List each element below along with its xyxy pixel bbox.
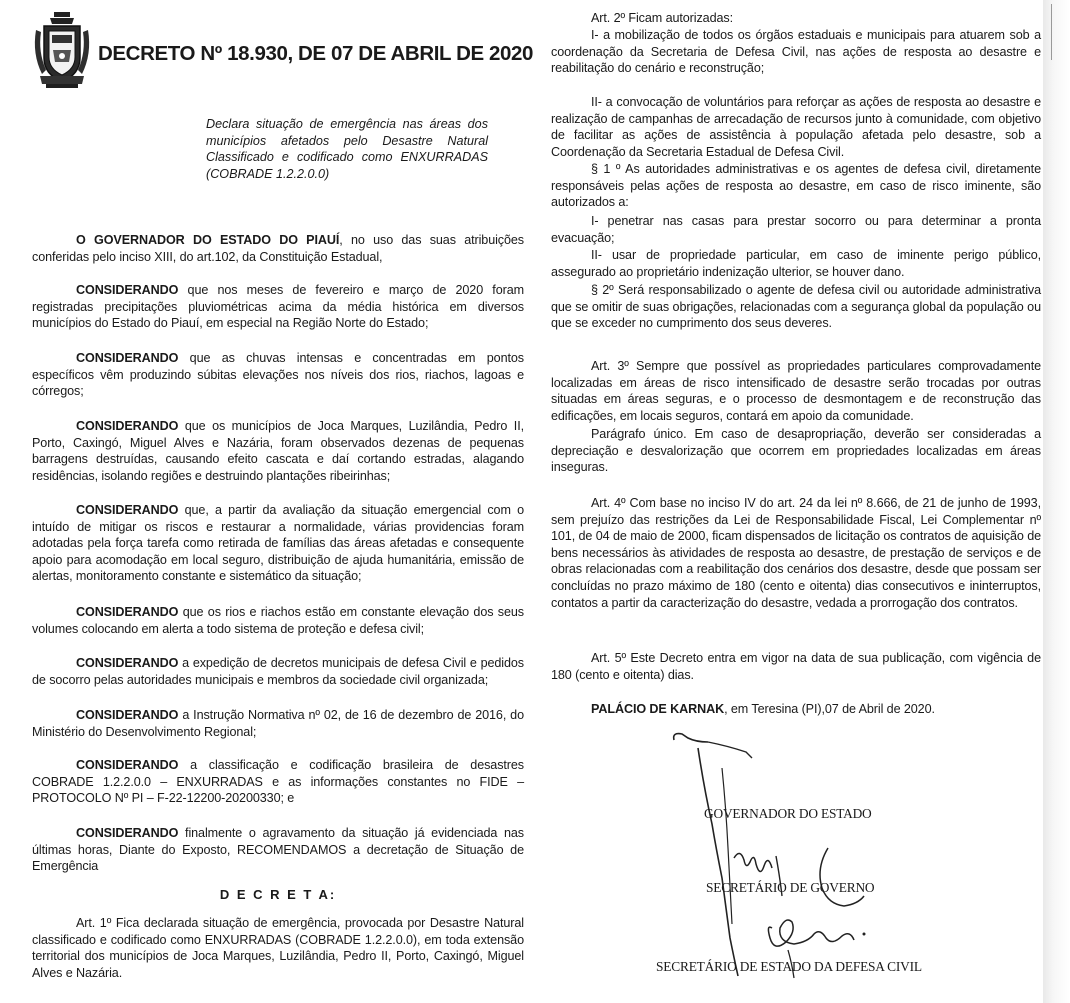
article-3-sole-paragraph: Parágrafo único. Em caso de desapropriação, deverão ser consideradas a depreciação e desvalorização que ocorrem em propriedades localizadas em áreas inseguras. [551, 427, 1041, 475]
considerando-text: que as chuvas intensas e concentradas em pontos específicos vêm produzindo súbitas elevações nos níveis dos rios, riachos, lagoas e córregos; [32, 351, 524, 399]
considerando-3 [32, 418, 524, 484]
decree-title: DECRETO Nº 18.930, DE 07 DE ABRIL DE 2020 [98, 42, 534, 65]
considerando-label: CONSIDERANDO [76, 503, 179, 517]
considerando-text: a classificação e codificação brasileira de desastres COBRADE 1.2.2.0.0 – ENXURRADAS e as informações constantes no FIDE – PROTOCOLO Nº PI – F-22-12200-20200330; e [32, 758, 524, 806]
considerando-7 [32, 707, 524, 740]
considerando-label: CONSIDERANDO [76, 826, 179, 840]
preamble [32, 232, 524, 265]
considerando-text: que os rios e riachos estão em constante elevação dos seus volumes colocando em alerta a todo sistema de proteção e defesa civil; [32, 605, 524, 636]
closing-bold: PALÁCIO DE KARNAK [591, 702, 725, 716]
considerando-text: que os municípios de Joca Marques, Luzilândia, Pedro II, Porto, Caxingó, Miguel Alves e Nazária, foram observados dezenas de pequenas barragens destruídas, causando efeito cascata e daí cortando estradas, alagando residências, isolando regiões e destruindo plantações ribeirinhas; [32, 419, 524, 483]
article-5: Art. 5º Este Decreto entra em vigor na data de sua publicação, com vigência de 180 (cento e oitenta) dias. [551, 651, 1041, 682]
article-2-heading: Art. 2º Ficam autorizadas: [591, 11, 733, 25]
closing-place-date [551, 701, 1041, 718]
considerando-text: a expedição de decretos municipais de defesa Civil e pedidos de socorro pelas autoridades municipais e membros da sociedade civil organizada; [32, 656, 524, 687]
preamble-bold: O GOVERNADOR DO ESTADO DO PIAUÍ [76, 233, 340, 247]
considerando-text: finalmente o agravamento da situação já evidenciada nas últimas horas, Diante do Exposto, RECOMENDAMOS a decretação de Situação de Emergência [32, 826, 524, 874]
handwritten-signature-icon [668, 728, 888, 988]
decreta-heading: D E C R E T A: [219, 887, 337, 902]
considerando-4 [32, 502, 524, 585]
considerando-5 [32, 604, 524, 637]
article-2-paragraph-2: § 2º Será responsabilizado o agente de defesa civil ou autoridade administrativa que se omitir de suas obrigações, relacionadas com a segurança global da população ou que se exceder no cumprimento dos seus deveres. [551, 283, 1041, 331]
article-4: Art. 4º Com base no inciso IV do art. 24 da lei nº 8.666, de 21 de junho de 1993, sem prejuízo das restrições da Lei de Responsabilidade Fiscal, Lei Complementar nº 101, de 04 de maio de 2000, ficam dispensados de licitação os contratos de aquisição de bens necessários às atividades de resposta ao desastre, de prestação de serviços e de obras relacionadas com a reabilitação dos cenários dos desastre, desde que possam ser concluídas no prazo máximo de 180 (cento e oitenta) dias consecutivos e ininterruptos, contatos a partir da caracterização do desastre, vedada a prorrogação dos contratos. [551, 496, 1041, 610]
page-edge-shadow [1043, 0, 1070, 1003]
scroll-indicator [1051, 4, 1052, 60]
considerando-label: CONSIDERANDO [76, 351, 179, 365]
considerando-6 [32, 655, 524, 688]
article-3: Art. 3º Sempre que possível as propriedades particulares comprovadamente localizadas em áreas de risco intensificado de desastre serão trocadas por outras situadas em áreas seguras, e o processo de desmontagem e de reconstrução das edificações, em locais seguros, contará em apoio da comunidade. [551, 359, 1041, 423]
state-coat-of-arms-icon [32, 10, 92, 90]
article-2-item-ii: II- a convocação de voluntários para reforçar as ações de resposta ao desastre e realização de campanhas de arrecadação de recursos junto à comunidade, com objetivo de facilitar as ações de assistência à população afetada pelo desastre, sob a Coordenação da Secretaria Estadual de Defesa Civil. [551, 95, 1041, 159]
considerando-label: CONSIDERANDO [76, 708, 179, 722]
considerando-text: a Instrução Normativa nº 02, de 16 de dezembro de 2016, do Ministério do Desenvolvimento Regional; [32, 708, 524, 739]
considerando-label: CONSIDERANDO [76, 758, 179, 772]
considerando-1 [32, 282, 524, 332]
signature-government-secretary: SECRETÁRIO DE GOVERNO [706, 880, 875, 895]
decree-header [32, 4, 534, 90]
considerando-2 [32, 350, 524, 400]
considerando-9 [32, 825, 524, 875]
article-2-item-i: I- a mobilização de todos os órgãos estaduais e municipais para atuarem sob a coordenação da Secretaria de Defesa Civil, nas ações de resposta ao desastre e reabilitação do cenário e reconstrução; [551, 28, 1041, 76]
decree-summary: Declara situação de emergência nas áreas dos municípios afetados pelo Desastre Natural Classificado e codificado como ENXURRADAS (COBRADE 1.2.2.0.0) [206, 117, 488, 181]
considerando-text: que, a partir da avaliação da situação emergencial com o intuído de mitigar os riscos e restaurar a normalidade, várias providencias foram adotadas pela força tarefa como retirada de famílias das áreas afetadas e consequente apoio para acomodação em local seguro, distribuição de ajuda humanitária, emissão de alertas, monitoramento constante e sistemático da situação; [32, 503, 524, 584]
article-2-paragraph-1-item-ii: II- usar de propriedade particular, em caso de iminente perigo público, assegurado ao proprietário indenização ulterior, se houver dano. [551, 248, 1041, 279]
signature-civil-defense-secretary: SECRETÁRIO DE ESTADO DA DEFESA CIVIL [656, 959, 922, 974]
signature-governor: GOVERNADOR DO ESTADO [704, 806, 872, 821]
article-2-paragraph-1: § 1 º As autoridades administrativas e os agentes de defesa civil, diretamente responsáveis pelas ações de resposta ao desastre, em caso de risco iminente, são autorizados a: [551, 162, 1041, 210]
considerando-label: CONSIDERANDO [76, 419, 179, 433]
considerando-8 [32, 757, 524, 807]
closing-text: , em Teresina (PI),07 de Abril de 2020. [724, 702, 935, 716]
considerando-label: CONSIDERANDO [76, 283, 179, 297]
preamble-text: , no uso das suas atribuições conferidas pelo inciso XIII, do art.102, da Constituição Estadual, [32, 233, 525, 264]
considerando-text: que nos meses de fevereiro e março de 2020 foram registradas precipitações pluviométricas acima da média histórica em diversos municípios do Estado do Piauí, em especial na Região Norte do Estado; [32, 283, 524, 331]
considerando-label: CONSIDERANDO [76, 605, 179, 619]
considerando-label: CONSIDERANDO [76, 656, 179, 670]
article-2-paragraph-1-item-i: I- penetrar nas casas para prestar socorro ou para determinar a pronta evacuação; [551, 214, 1041, 245]
article-1: Art. 1º Fica declarada situação de emergência, provocada por Desastre Natural classificado e codificado como ENXURRADAS (COBRADE 1.2.2.0.0), em toda extensão territorial dos municípios de Joca Marques, Luzilândia, Pedro II, Porto, Caxingó, Miguel Alves e Nazária. [32, 916, 524, 980]
